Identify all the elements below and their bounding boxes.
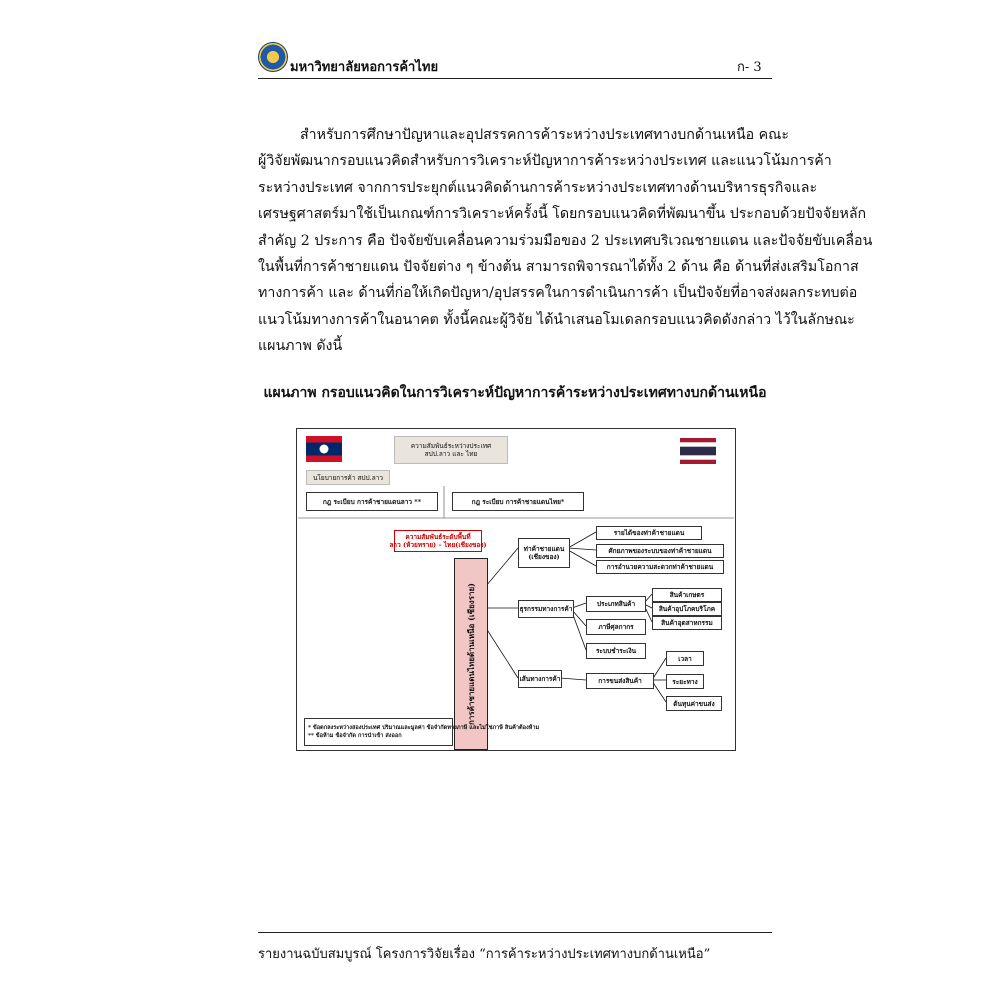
university-name: มหาวิทยาลัยหอการค้าไทย <box>290 60 439 75</box>
port-item: การอำนวยความสะดวกท่าค้าชายแดน <box>596 560 724 574</box>
paragraph-line: ทางการค้า และ ด้านที่ก่อให้เกิดปัญหา/อุปสรรคในการดำเนินการค้า เป็นปัจจัยที่อาจส่งผลกระทบต่อ <box>258 285 858 302</box>
framework-diagram <box>296 428 736 751</box>
central-trade-label: การค้าชายแดนไทยด้านเหนือ (เชียงราย) <box>466 583 477 725</box>
university-logo <box>258 42 288 72</box>
paragraph-line: ในพื้นที่การค้าชายแดน ปัจจัยต่าง ๆ ข้างต้น สามารถพิจารณาได้ทั้ง 2 ด้าน คือ ด้านที่ส่งเสริมโอกาส <box>258 259 859 276</box>
transaction-item: ประเภทสินค้า <box>586 596 646 612</box>
transport-item: เวลา <box>666 651 704 666</box>
body-paragraph <box>258 122 873 360</box>
transport-item: ต้นทุนค่าขนส่ง <box>666 696 722 711</box>
footer-rule <box>258 932 772 933</box>
port-item: รายได้ของท่าค้าชายแดน <box>596 526 702 540</box>
paragraph-line: ระหว่างประเทศ จากการประยุกต์แนวคิดด้านการค้าระหว่างประเทศทางด้านบริหารธุรกิจและ <box>258 179 818 196</box>
lao-flag-icon <box>306 436 342 462</box>
header-rule <box>258 78 772 79</box>
transaction-item: ภาษีศุลกากร <box>586 619 646 635</box>
paragraph-line: สำคัญ 2 ประการ คือ ปัจจัยขับเคลื่อนความร่วมมือของ 2 ประเทศบริเวณชายแดน และปัจจัยขับเคลื่อน <box>258 232 873 249</box>
lao-policy-box: นโยบายการค้า สปป.ลาว <box>306 470 390 485</box>
relation-bottom-label: สปป.ลาว และ ไทย <box>424 450 478 458</box>
relation-top-label: ความสัมพันธ์ระหว่างประเทศ <box>410 442 492 450</box>
page-number: ก- 3 <box>737 60 762 75</box>
transport-box: การขนส่งสินค้า <box>586 673 654 689</box>
transaction-item: ระบบชำระเงิน <box>586 643 646 659</box>
paragraph-line: ผู้วิจัยพัฒนากรอบแนวคิดสำหรับการวิเคราะห์ปัญหาการค้าระหว่างประเทศ และแนวโน้มการค้า <box>258 153 832 170</box>
lao-rule-box: กฎ ระเบียบ การค้าชายแดนลาว ** <box>306 492 438 511</box>
figure-caption: แผนภาพ กรอบแนวคิดในการวิเคราะห์ปัญหาการค้าระหว่างประเทศทางบกด้านเหนือ <box>263 385 767 401</box>
paragraph-line: แผนภาพ ดังนี้ <box>258 338 343 355</box>
border-relation-box <box>389 530 487 552</box>
branch-transactions: ธุรกรรมทางการค้า <box>518 600 574 618</box>
notes-box <box>304 718 540 746</box>
port-item: ศักยภาพของระบบของท่าค้าชายแดน <box>596 544 724 558</box>
paragraph-line: แนวโน้มทางการค้าในอนาคต ทั้งนี้คณะผู้วิจัย ได้นำเสนอโมเดลกรอบแนวคิดดังกล่าว ไว้ในลักษณะ <box>258 311 855 328</box>
branch-border-port: ท่าค้าชายแดน (เชียงของ) <box>518 538 570 568</box>
central-trade-box <box>454 558 488 750</box>
thai-flag-blue <box>680 447 716 456</box>
product-item: สินค้าอุปโภคบริโภค <box>652 602 722 616</box>
lao-flag-moon <box>320 445 329 454</box>
product-item: สินค้าอุตสาหกรรม <box>652 616 722 630</box>
transport-item: ระยะทาง <box>666 674 704 689</box>
note-line-2: ** ข้อห้าม ข้อจำกัด การนำเข้า ส่งออก <box>308 733 402 739</box>
thai-rule-box: กฎ ระเบียบ การค้าชายแดนไทย* <box>452 492 584 511</box>
paragraph-line: เศรษฐศาสตร์มาใช้เป็นเกณฑ์การวิเคราะห์ครั้งนี้ โดยกรอบแนวคิดที่พัฒนาขึ้น ประกอบด้วยปัจจัยหลัก <box>258 206 867 223</box>
footer-text: รายงานฉบับสมบูรณ์ โครงการวิจัยเรื่อง “การค้าระหว่างประเทศทางบกด้านเหนือ” <box>258 947 711 962</box>
note-line-1: * ข้อตกลงระหว่างสองประเทศ ปริมาณและมูลค่า ข้อจำกัดทางภาษี และไม่ใช่ภาษี สินค้าต้องห้าม <box>308 725 540 731</box>
product-item: สินค้าเกษตร <box>652 588 722 602</box>
branch-trade-routes: เส้นทางการค้า <box>518 670 562 688</box>
border-relation-line-1: ความสัมพันธ์ระดับพื้นที่ <box>405 533 471 541</box>
paragraph-line: สำหรับการศึกษาปัญหาและอุปสรรคการค้าระหว่างประเทศทางบกด้านเหนือ คณะ <box>300 127 789 143</box>
border-relation-line-2: ลาว (ห้วยทราย) – ไทย(เชียงของ) <box>389 541 487 549</box>
thai-flag-icon <box>680 438 716 464</box>
relation-box <box>394 436 508 464</box>
